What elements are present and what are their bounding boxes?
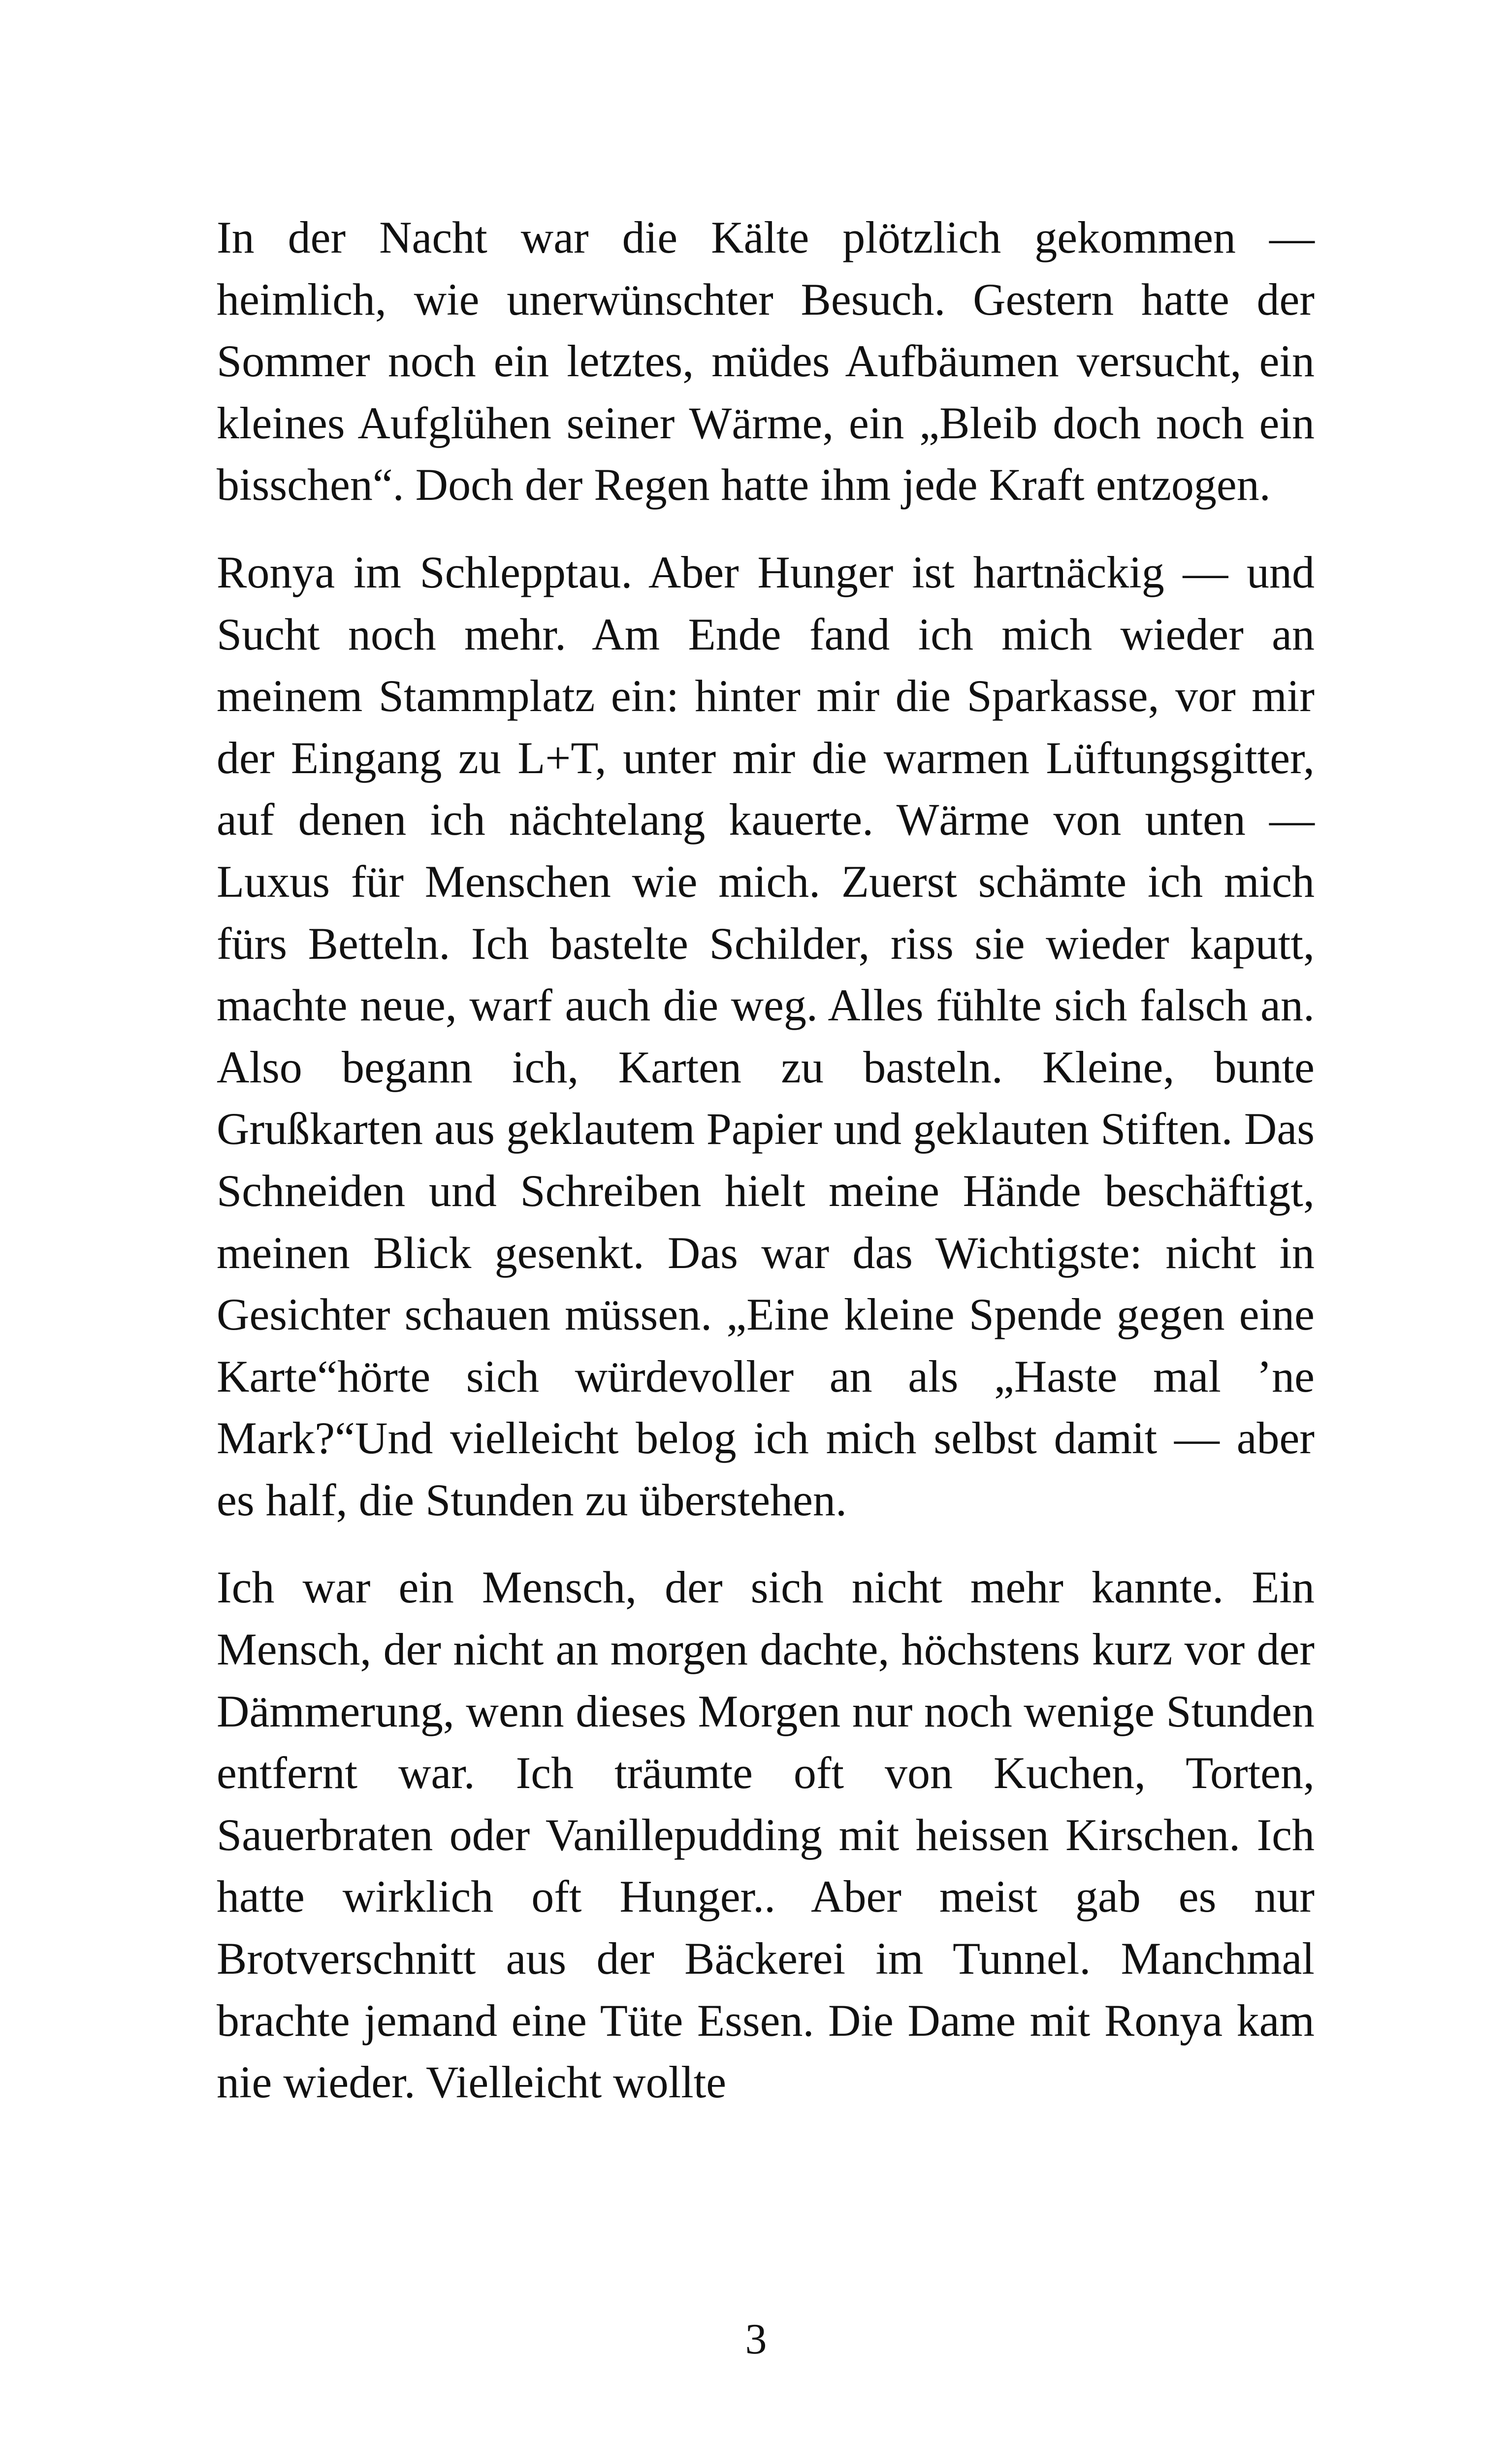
paragraph-2: Ronya im Schlepptau. Aber Hunger ist hartnäckig — und Sucht noch mehr. Am Ende fand ich mich wieder an meinem Stammplatz ein: hinter mir die Sparkasse, vor mir der Eingang zu L+T, unter mir die warmen Lüftungsgitter, auf denen ich nächtelang kauerte. Wärme von unten — Luxus für Menschen wie mich. Zuerst schämte ich mich fürs Betteln. Ich bastelte Schilder, riss sie wieder kaputt, machte neue, warf auch die weg. Alles fühlte sich falsch an. Also begann ich, Karten zu basteln. Kleine, bunte Grußkarten aus geklautem Papier und geklauten Stiften. Das Schneiden und Schreiben hielt meine Hände beschäftigt, meinen Blick gesenkt. Das war das Wichtigste: nicht in Gesichter schauen müssen. „Eine kleine Spende gegen eine Karte“hörte sich würdevoller an als „Haste mal ’ne Mark?“Und vielleicht belog ich mich selbst damit — aber es half, die Stunden zu überstehen. bbox=[217, 547, 1315, 1525]
body-text bbox=[217, 207, 1315, 2139]
paragraph-1: In der Nacht war die Kälte plötzlich gekommen — heimlich, wie unerwünschter Besuch. Gestern hatte der Sommer noch ein letztes, müdes Aufbäumen versucht, ein kleines Aufglühen seiner Wärme, ein „Bleib doch noch ein bisschen“. Doch der Regen hatte ihm jede Kraft entzogen. bbox=[217, 212, 1315, 510]
page-number: 3 bbox=[745, 2315, 767, 2363]
paragraph-3: Ich war ein Mensch, der sich nicht mehr kannte. Ein Mensch, der nicht an morgen dachte, höchstens kurz vor der Dämmerung, wenn dieses Morgen nur noch wenige Stunden entfernt war. Ich träumte oft von Kuchen, Torten, Sauerbraten oder Vanillepudding mit heissen Kirschen. Ich hatte wirklich oft Hunger.. Aber meist gab es nur Brotverschnitt aus der Bäckerei im Tunnel. Manchmal brachte jemand eine Tüte Essen. Die Dame mit Ronya kam nie wieder. Vielleicht wollte bbox=[217, 1562, 1315, 2108]
